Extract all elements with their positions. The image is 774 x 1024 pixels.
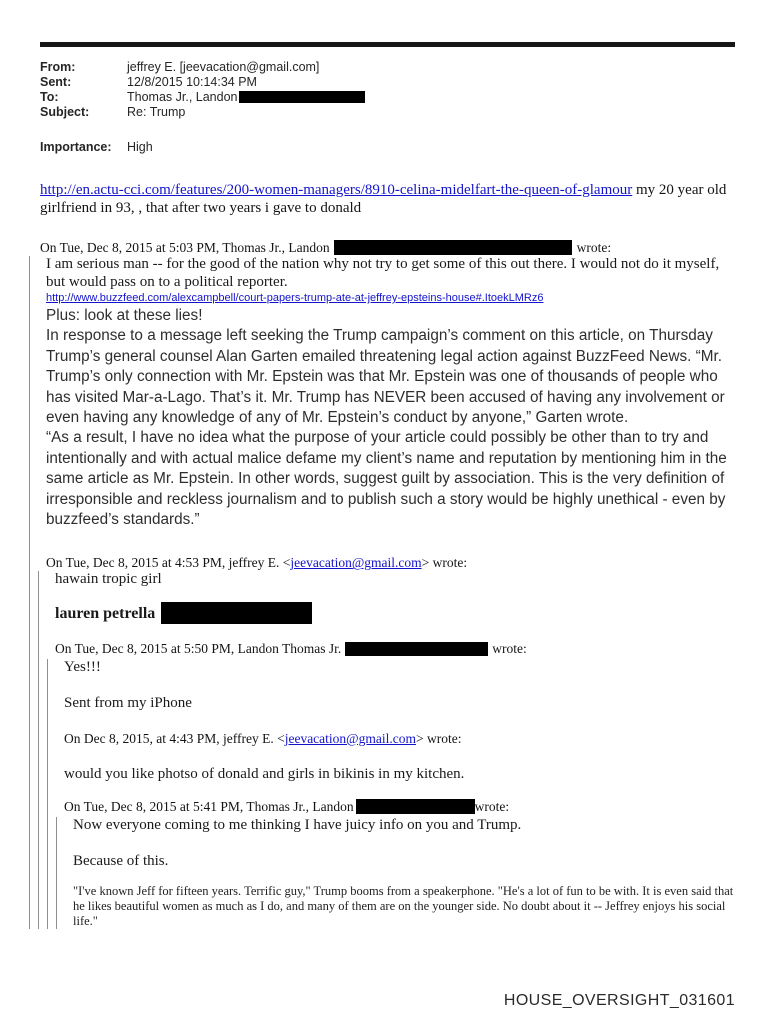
header-row-sent [40,75,735,90]
quote-level-3 [47,659,735,930]
header-row-from [40,60,735,75]
message-443-body: would you like photso of donald and girls in bikinis in my kitchen. [64,765,465,782]
jeevacation-email-link[interactable]: jeevacation@gmail.com [284,730,416,746]
redaction-bar [356,799,475,814]
header-divider-rule [40,42,735,47]
attribution-541pm: On Tue, Dec 8, 2015 at 5:41 PM, Thomas Jr., Landon wrote: [64,799,510,815]
attribution-550pm: On Tue, Dec 8, 2015 at 5:50 PM, Landon Thomas Jr. wrote: [55,640,527,656]
message-541-line-1: Now everyone coming to me thinking I have juicy info on you and Trump. [73,817,522,834]
message-550-body: Yes!!! [64,658,101,675]
garten-statement-block [46,306,735,530]
buzzfeed-article-link[interactable]: http://www.buzzfeed.com/alexcampbell/court-papers-trump-ate-at-jeffrey-epsteins-house#.ItoekLMRz6 [46,292,544,304]
sent-from-iphone-line: Sent from my iPhone [64,695,192,712]
trump-speakerphone-quote: "I've known Jeff for fifteen years. Terrific guy," Trump booms from a speakerphone. "He's a lot of fun to be with. It is even said that he likes beautiful women as much as I do, and many of them are on the younger side. No doubt about it -- Jeffrey enjoys his social life." [73,884,734,929]
sent-value: 12/8/2015 10:14:34 PM [127,75,257,89]
importance-label: Importance: [40,140,112,154]
sent-label: Sent: [40,75,72,89]
attribution-443pm: On Dec 8, 2015, at 4:43 PM, jeffrey E. <jeevacation@gmail.com> wrote: [64,730,462,746]
quote-level-1 [29,256,735,929]
from-label: From: [40,60,76,74]
quote-level-2 [38,571,735,929]
quote-level-4 [56,817,735,929]
header-row-importance [40,140,735,155]
redaction-bar [161,602,312,624]
header-row-subject [40,105,735,120]
buzzfeed-link-line [46,292,735,305]
garten-paragraph-1: In response to a message left seeking the Trump campaign’s comment on this article, on Thursday Trump’s general counsel Alan Garten emailed threatening legal action against BuzzFeed News. “Mr. Trump’s only connection with Mr. Epstein was that Mr. Epstein was one of thousands of people who has visited Mar-a-Lago. That’s it. Mr. Trump has NEVER been accused of having any involvement or even having any knowledge of any of Mr. Epstein’s conduct by anyone,” Garten wrote. [46,327,725,427]
attribution-453pm: On Tue, Dec 8, 2015 at 4:53 PM, jeffrey E. <jeevacation@gmail.com> wrote: [46,555,468,571]
redaction-bar [239,91,365,103]
message-503-body: I am serious man -- for the good of the nation why not try to get some of this out there. I would not do it myself, but would pass on to a political reporter. [46,256,720,290]
jeevacation-email-link[interactable]: jeevacation@gmail.com [290,555,422,571]
lauren-petrella-line: lauren petrella [55,601,735,627]
subject-label: Subject: [40,105,90,119]
plus-line: Plus: look at these lies! [46,307,203,324]
header-row-to [40,90,735,105]
attribution-503pm: On Tue, Dec 8, 2015 at 5:03 PM, Thomas Jr., Landon wrote: [40,240,612,255]
message-453-body: hawain tropic girl [55,571,162,588]
subject-value: Re: Trump [127,105,186,119]
bates-number: HOUSE_OVERSIGHT_031601 [503,992,735,1009]
from-value: jeffrey E. [jeevacation@gmail.com] [127,60,320,74]
top-message-comment: my 20 year old girlfriend in 93, , that after two years i gave to donald [40,182,727,216]
top-message-body [40,181,735,217]
to-value: Thomas Jr., Landon [127,90,365,105]
celina-midelfart-link[interactable]: http://en.actu-cci.com/features/200-women-managers/8910-celina-midelfart-the-queen-of-glamour [40,182,633,198]
email-header-block [40,60,735,155]
garten-paragraph-2: “As a result, I have no idea what the purpose of your article could possibly be other than to try and intentionally and with actual malice defame my client’s name and reputation by mentioning him in the same article as Mr. Epstein. In other words, suggest guilt by association. This is the very definition of irresponsible and reckless journalism and to publish such a story would be highly unethical - even by buzzfeed’s standards.” [46,429,727,529]
redaction-bar [345,642,488,656]
to-label: To: [40,90,59,104]
importance-value: High [127,140,153,154]
redaction-bar [334,240,572,255]
message-541-line-2: Because of this. [73,852,169,869]
